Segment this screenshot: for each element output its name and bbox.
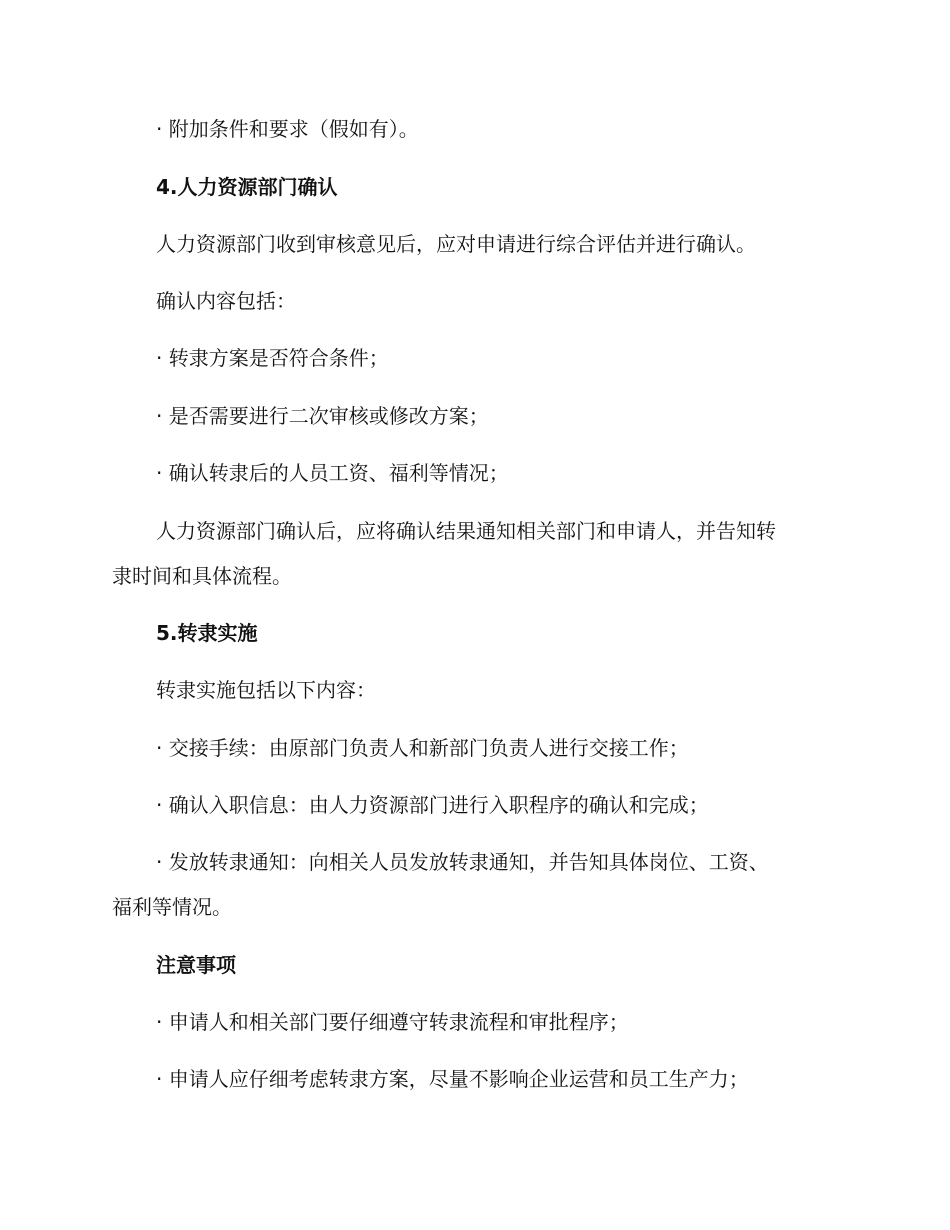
implementation-item: · 确认入职信息：由人力资源部门进行入职程序的确认和完成；: [156, 793, 709, 817]
confirm-item: · 确认转隶后的人员工资、福利等情况；: [156, 461, 509, 485]
implementation-item: · 交接手续：由原部门负责人和新部门负责人进行交接工作；: [156, 736, 689, 760]
confirm-content-label: 确认内容包括：: [156, 289, 296, 313]
section-4-intro: 人力资源部门收到审核意见后，应对申请进行综合评估并进行确认。: [156, 232, 756, 256]
section-4-result-line-2: 隶时间和具体流程。: [112, 564, 292, 588]
section-5-intro: 转隶实施包括以下内容：: [156, 678, 376, 702]
notes-item: · 申请人应仔细考虑转隶方案，尽量不影响企业运营和员工生产力；: [156, 1067, 749, 1091]
confirm-item: · 是否需要进行二次审核或修改方案；: [156, 404, 489, 428]
implementation-item: · 发放转隶通知：向相关人员发放转隶通知，并告知具体岗位、工资、: [156, 850, 769, 874]
bullet-additional-conditions: · 附加条件和要求（假如有）。: [156, 117, 419, 141]
notes-item: · 申请人和相关部门要仔细遵守转隶流程和审批程序；: [156, 1010, 629, 1034]
confirm-item: · 转隶方案是否符合条件；: [156, 346, 389, 370]
section-4-heading: 4.人力资源部门确认: [156, 175, 338, 199]
implementation-item-continued: 福利等情况。: [112, 895, 232, 919]
notes-heading: 注意事项: [156, 953, 236, 977]
section-4-result-line-1: 人力资源部门确认后，应将确认结果通知相关部门和申请人，并告知转: [156, 519, 776, 543]
section-5-heading: 5.转隶实施: [156, 621, 258, 645]
